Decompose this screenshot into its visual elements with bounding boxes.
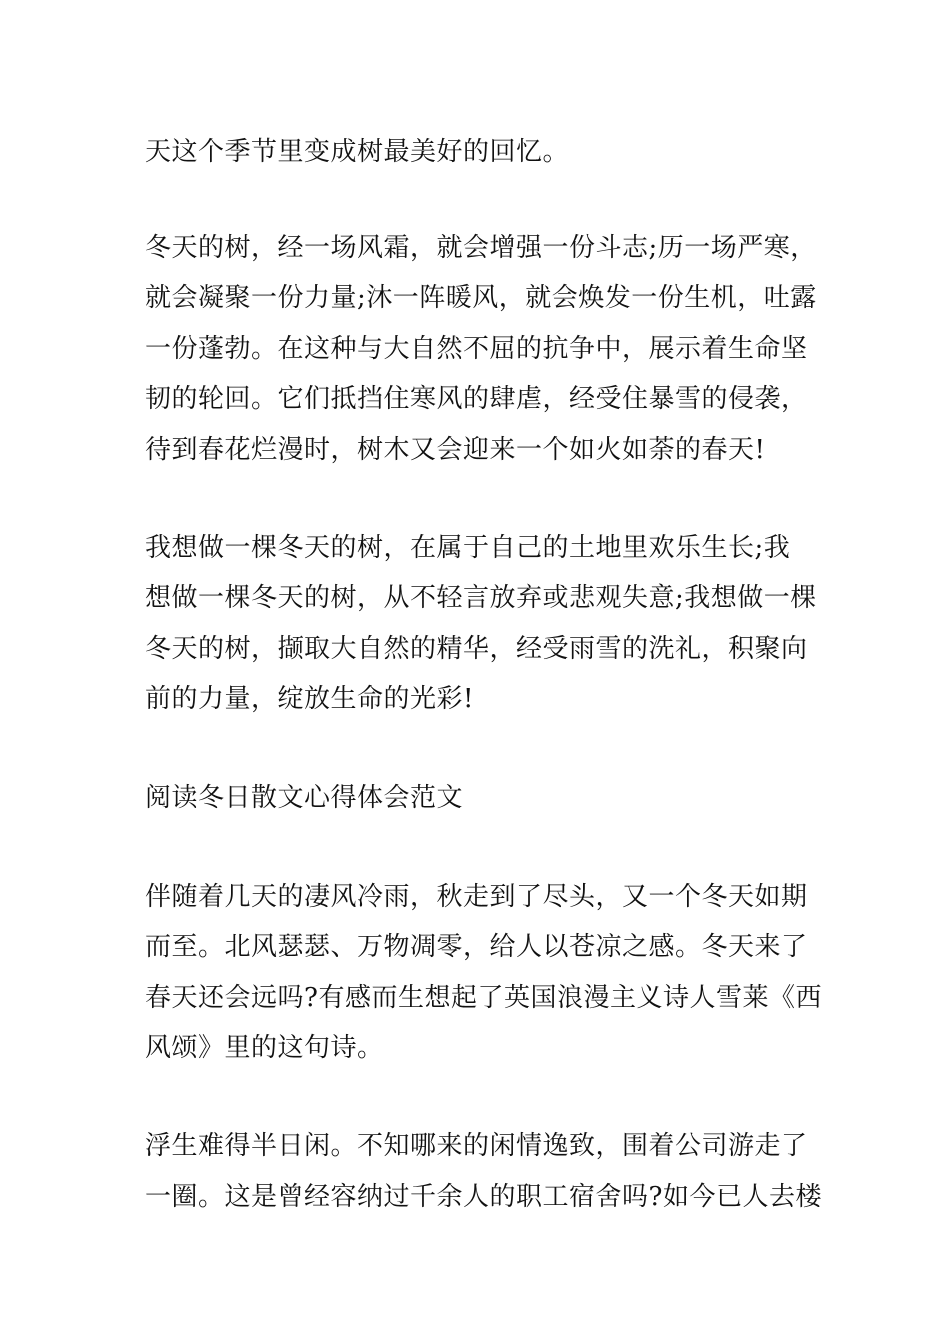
paragraph-line: 就会凝聚一份力量;沐一阵暖风，就会焕发一份生机，吐露 bbox=[145, 283, 817, 313]
paragraph-line: 伴随着几天的凄风冷雨，秋走到了尽头，又一个冬天如期 bbox=[145, 882, 808, 912]
paragraph-line: 韧的轮回。它们抵挡住寒风的肆虐，经受住暴雪的侵袭， bbox=[145, 384, 808, 414]
paragraph-line: 冬天的树，撷取大自然的精华，经受雨雪的洗礼，积聚向 bbox=[145, 634, 808, 664]
paragraph-line: 春天还会远吗?有感而生想起了英国浪漫主义诗人雪莱《西 bbox=[145, 983, 822, 1013]
section-heading: 阅读冬日散文心得体会范文 bbox=[145, 783, 464, 813]
paragraph-line: 想做一棵冬天的树，从不轻言放弃或悲观失意;我想做一棵 bbox=[145, 583, 817, 613]
paragraph-line: 浮生难得半日闲。不知哪来的闲情逸致，围着公司游走了 bbox=[145, 1131, 808, 1161]
text-line: 天这个季节里变成树最美好的回忆。 bbox=[145, 137, 570, 167]
paragraph-line: 风颂》里的这句诗。 bbox=[145, 1033, 384, 1063]
paragraph-line: 而至。北风瑟瑟、万物凋零，给人以苍凉之感。冬天来了 bbox=[145, 932, 808, 962]
paragraph-line: 我想做一棵冬天的树，在属于自己的土地里欢乐生长;我 bbox=[145, 533, 791, 563]
paragraph-line: 前的力量，绽放生命的光彩! bbox=[145, 684, 474, 714]
paragraph-line: 一份蓬勃。在这种与大自然不屈的抗争中，展示着生命坚 bbox=[145, 334, 808, 364]
paragraph-line: 一圈。这是曾经容纳过千余人的职工宿舍吗?如今已人去楼 bbox=[145, 1182, 822, 1212]
paragraph-line: 待到春花烂漫时，树木又会迎来一个如火如荼的春天! bbox=[145, 435, 766, 465]
paragraph-line: 冬天的树，经一场风霜，就会增强一份斗志;历一场严寒， bbox=[145, 233, 817, 263]
